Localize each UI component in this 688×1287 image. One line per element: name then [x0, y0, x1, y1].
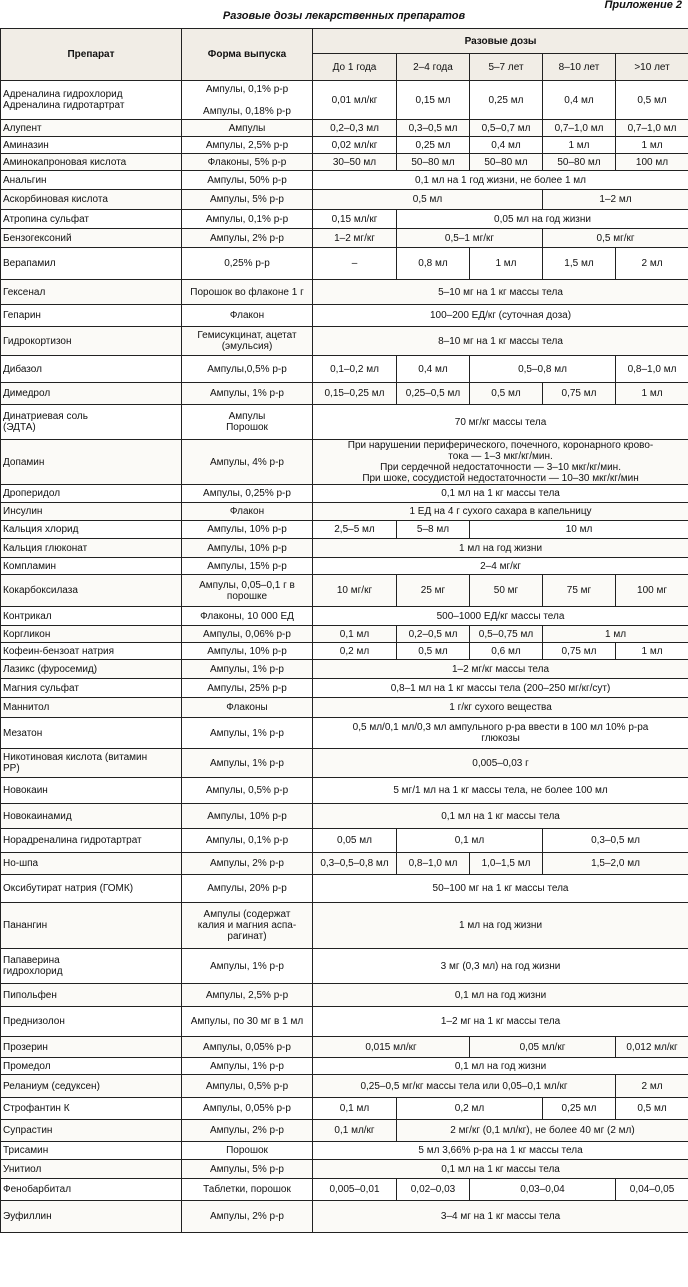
release-form-cell: Ампулы, 5% р-р [182, 190, 313, 210]
dose-cell: 10 мг/кг [313, 575, 397, 607]
drug-name-cell: Инсулин [1, 503, 182, 521]
table-row [1, 503, 688, 521]
drug-name-cell: Бензогексоний [1, 229, 182, 248]
dose-cell: 1–2 мг на 1 кг массы тела [313, 1007, 688, 1037]
dose-cell: 0,005–0,01 [313, 1179, 397, 1201]
dose-cell: 0,1 мл на 1 кг массы тела [313, 1160, 688, 1179]
release-form-cell: Ампулы, 1% р-р [182, 383, 313, 405]
drug-name-cell: Гепарин [1, 305, 182, 327]
header-form: Форма выпуска [182, 29, 313, 81]
table-row [1, 607, 688, 626]
dose-cell: 0,1 мл на 1 год жизни, не более 1 мл [313, 171, 688, 190]
dose-cell: 0,5 мл [470, 383, 543, 405]
release-form-cell: Ампулы, 2,5% р-р [182, 984, 313, 1007]
table-row [1, 210, 688, 229]
drug-name-cell: Промедол [1, 1058, 182, 1075]
table-row [1, 1142, 688, 1160]
table-body [1, 81, 688, 1233]
dose-cell: 0,2 мл [313, 643, 397, 660]
release-form-cell: Ампулы, 1% р-р [182, 749, 313, 778]
dose-cell: 0,2 мл [397, 1098, 543, 1120]
release-form-cell: Ампулы, 0,25% р-р [182, 485, 313, 503]
dose-cell: 0,4 мл [470, 137, 543, 154]
table-row [1, 229, 688, 248]
drug-name-cell: Алупент [1, 120, 182, 137]
release-form-cell: Ампулы, 25% р-р [182, 679, 313, 698]
drug-name-cell: Трисамин [1, 1142, 182, 1160]
drug-name-cell: Новокаинамид [1, 804, 182, 829]
dose-cell: 1–2 мл [543, 190, 688, 210]
release-form-cell: Ампулы, 0,05% р-р [182, 1037, 313, 1058]
dose-cell: 70 мг/кг массы тела [313, 405, 688, 440]
dose-cell: 1 мл [616, 643, 688, 660]
drug-name-cell: Кальция хлорид [1, 521, 182, 539]
drug-name-cell: Но-шпа [1, 853, 182, 875]
release-form-cell: Флакон [182, 305, 313, 327]
dose-cell: 50–80 мл [397, 154, 470, 171]
dose-cell: 50–80 мл [543, 154, 616, 171]
drug-name-cell: Дроперидол [1, 485, 182, 503]
release-form-cell: Ампулы, 15% р-р [182, 558, 313, 575]
table-row [1, 405, 688, 440]
dose-cell: 10 мл [470, 521, 688, 539]
release-form-cell: Ампулы (содержат калия и магния аспа- рагинат) [182, 903, 313, 949]
table-row [1, 575, 688, 607]
drug-name-cell: Димедрол [1, 383, 182, 405]
dose-cell: При нарушении периферического, почечного, коронарного крово- тока — 1–3 мкг/кг/мин. При сердечной недостаточности — 3–10 мкг/кг/мин. При шоке, сосудистой недостаточности — 10–30 мкг/кг/мин [313, 440, 688, 485]
dose-cell: 1–2 мг/кг [313, 229, 397, 248]
dose-cell: 0,1–0,2 мл [313, 356, 397, 383]
appendix-label: Приложение 2 [604, 0, 682, 11]
drug-name-cell: Унитиол [1, 1160, 182, 1179]
table-row [1, 829, 688, 853]
table-row [1, 1120, 688, 1142]
dose-cell: 0,02 мл/кг [313, 137, 397, 154]
release-form-cell: Ампулы, 0,05% р-р [182, 1098, 313, 1120]
release-form-cell: Ампулы, 2,5% р-р [182, 137, 313, 154]
dose-cell: 0,5–0,7 мл [470, 120, 543, 137]
dose-cell: 0,15–0,25 мл [313, 383, 397, 405]
dose-cell: 1 г/кг сухого вещества [313, 698, 688, 718]
table-row [1, 1160, 688, 1179]
dose-cell: 5–8 мл [397, 521, 470, 539]
drug-name-cell: Новокаин [1, 778, 182, 804]
dose-cell: 0,04–0,05 [616, 1179, 688, 1201]
header-doses: Разовые дозы [313, 29, 688, 54]
dose-cell: 0,05 мл на год жизни [397, 210, 688, 229]
drug-name-cell: Атропина сульфат [1, 210, 182, 229]
drug-name-cell: Прозерин [1, 1037, 182, 1058]
dose-cell: 50–80 мл [470, 154, 543, 171]
release-form-cell: Ампулы [182, 120, 313, 137]
dose-cell: 0,25 мл [543, 1098, 616, 1120]
dose-cell: 0,03–0,04 [470, 1179, 616, 1201]
drug-name-cell: Магния сульфат [1, 679, 182, 698]
dose-cell: 0,5 мл/0,1 мл/0,3 мл ампульного р-ра ввести в 100 мл 10% р-ра глюкозы [313, 718, 688, 749]
table-row [1, 137, 688, 154]
dose-cell: 1 мл [470, 248, 543, 280]
table-row [1, 903, 688, 949]
drug-name-cell: Коргликон [1, 626, 182, 643]
table-row [1, 853, 688, 875]
dose-cell: 1 ЕД на 4 г сухого сахара в капельницу [313, 503, 688, 521]
dose-cell: 1 мл [616, 137, 688, 154]
table-row [1, 521, 688, 539]
release-form-cell: Ампулы, 1% р-р [182, 1058, 313, 1075]
release-form-cell: Ампулы, 0,06% р-р [182, 626, 313, 643]
drug-name-cell: Кальция глюконат [1, 539, 182, 558]
table-row [1, 1007, 688, 1037]
drug-name-cell: Допамин [1, 440, 182, 485]
dose-cell: 2 мг/кг (0,1 мл/кг), не более 40 мг (2 мл) [397, 1120, 688, 1142]
table-row [1, 1037, 688, 1058]
drug-name-cell: Аминазин [1, 137, 182, 154]
table-row [1, 81, 688, 120]
dose-cell: 1,5 мл [543, 248, 616, 280]
release-form-cell: Ампулы, 10% р-р [182, 539, 313, 558]
release-form-cell: Ампулы, 20% р-р [182, 875, 313, 903]
table-row [1, 949, 688, 984]
dose-cell: 0,75 мл [543, 643, 616, 660]
release-form-cell: Ампулы, 0,1% р-р [182, 829, 313, 853]
dose-cell: 0,8 мл [397, 248, 470, 280]
drug-name-cell: Панангин [1, 903, 182, 949]
dose-cell: 0,3–0,5 мл [397, 120, 470, 137]
dose-cell: 0,1 мл на 1 кг массы тела [313, 485, 688, 503]
dose-cell: 0,25–0,5 мг/кг массы тела или 0,05–0,1 мл/кг [313, 1075, 616, 1098]
dose-cell: 0,4 мл [397, 356, 470, 383]
release-form-cell: Ампулы, 1% р-р [182, 660, 313, 679]
dose-cell: 0,3–0,5 мл [543, 829, 688, 853]
dose-cell: 0,4 мл [543, 81, 616, 120]
dose-cell: 50 мг [470, 575, 543, 607]
dose-cell: 0,25–0,5 мл [397, 383, 470, 405]
table-row [1, 383, 688, 405]
drug-name-cell: Мезатон [1, 718, 182, 749]
drug-name-cell: Лазикс (фуросемид) [1, 660, 182, 679]
drug-name-cell: Аминокапроновая кислота [1, 154, 182, 171]
dose-cell: 3–4 мг на 1 кг массы тела [313, 1201, 688, 1233]
drug-name-cell: Папаверина гидрохлорид [1, 949, 182, 984]
dose-cell: 0,02–0,03 [397, 1179, 470, 1201]
header-age: 2–4 года [397, 54, 470, 81]
dose-cell: 2 мл [616, 248, 688, 280]
table-row [1, 679, 688, 698]
drug-name-cell: Верапамил [1, 248, 182, 280]
drug-name-cell: Преднизолон [1, 1007, 182, 1037]
dose-cell: 3 мг (0,3 мл) на год жизни [313, 949, 688, 984]
table-row [1, 120, 688, 137]
dose-cell: 0,1 мл [397, 829, 543, 853]
dose-cell: 100–200 ЕД/кг (суточная доза) [313, 305, 688, 327]
dose-cell: 500–1000 ЕД/кг массы тела [313, 607, 688, 626]
drug-name-cell: Маннитол [1, 698, 182, 718]
release-form-cell: Ампулы, 50% р-р [182, 171, 313, 190]
drug-name-cell: Оксибутират натрия (ГОМК) [1, 875, 182, 903]
release-form-cell: Ампулы, 4% р-р [182, 440, 313, 485]
dose-cell: 50–100 мг на 1 кг массы тела [313, 875, 688, 903]
table-row [1, 356, 688, 383]
release-form-cell: Ампулы, 0,1% р-р Ампулы, 0,18% р-р [182, 81, 313, 120]
drug-name-cell: Супрастин [1, 1120, 182, 1142]
dose-cell: 1 мл [543, 137, 616, 154]
dose-cell: 0,5 мг/кг [543, 229, 688, 248]
table-row [1, 626, 688, 643]
table-row [1, 154, 688, 171]
table-row [1, 327, 688, 356]
header-age: До 1 года [313, 54, 397, 81]
drug-name-cell: Анальгин [1, 171, 182, 190]
table-row [1, 485, 688, 503]
dose-cell: 5–10 мг на 1 кг массы тела [313, 280, 688, 305]
release-form-cell: Таблетки, порошок [182, 1179, 313, 1201]
table-row [1, 1201, 688, 1233]
dose-cell: 2–4 мг/кг [313, 558, 688, 575]
dose-cell: 0,8–1,0 мл [397, 853, 470, 875]
drug-name-cell: Дибазол [1, 356, 182, 383]
drug-name-cell: Аскорбиновая кислота [1, 190, 182, 210]
drug-name-cell: Компламин [1, 558, 182, 575]
dose-cell: 1 мл [616, 383, 688, 405]
dose-cell: 1 мл на год жизни [313, 903, 688, 949]
dose-cell: 75 мг [543, 575, 616, 607]
header-age: 5–7 лет [470, 54, 543, 81]
release-form-cell: Порошок [182, 1142, 313, 1160]
table-row [1, 698, 688, 718]
table-row [1, 1179, 688, 1201]
release-form-cell: Ампулы, 2% р-р [182, 229, 313, 248]
table-row [1, 1058, 688, 1075]
dose-cell: 0,6 мл [470, 643, 543, 660]
table-row [1, 875, 688, 903]
table-row [1, 248, 688, 280]
drug-name-cell: Никотиновая кислота (витамин РР) [1, 749, 182, 778]
dose-cell: 1–2 мг/кг массы тела [313, 660, 688, 679]
release-form-cell: Ампулы, 5% р-р [182, 1160, 313, 1179]
release-form-cell: Флаконы, 5% р-р [182, 154, 313, 171]
dose-cell: 0,015 мл/кг [313, 1037, 470, 1058]
drug-name-cell: Гидрокортизон [1, 327, 182, 356]
release-form-cell: Ампулы, 2% р-р [182, 853, 313, 875]
release-form-cell: Ампулы,0,5% р-р [182, 356, 313, 383]
release-form-cell: Ампулы Порошок [182, 405, 313, 440]
table-row [1, 190, 688, 210]
dose-cell: 0,8–1,0 мл [616, 356, 688, 383]
dose-cell: 1,5–2,0 мл [543, 853, 688, 875]
dose-cell: 0,05 мл [313, 829, 397, 853]
dose-cell: 0,1 мл на год жизни [313, 984, 688, 1007]
drug-name-cell: Адреналина гидрохлорид Адреналина гидротартрат [1, 81, 182, 120]
table-row [1, 984, 688, 1007]
table-row [1, 749, 688, 778]
table-row [1, 280, 688, 305]
release-form-cell: Ампулы, 1% р-р [182, 718, 313, 749]
table-row [1, 643, 688, 660]
dose-cell: 8–10 мг на 1 кг массы тела [313, 327, 688, 356]
drug-name-cell: Кофеин-бензоат натрия [1, 643, 182, 660]
table-row [1, 1098, 688, 1120]
dose-cell: 0,2–0,3 мл [313, 120, 397, 137]
dose-cell: 0,2–0,5 мл [397, 626, 470, 643]
header-drug: Препарат [1, 29, 182, 81]
drug-name-cell: Фенобарбитал [1, 1179, 182, 1201]
release-form-cell: Ампулы, 0,5% р-р [182, 1075, 313, 1098]
dose-cell: 0,5–0,75 мл [470, 626, 543, 643]
table-row [1, 539, 688, 558]
dose-cell: 0,15 мл/кг [313, 210, 397, 229]
dose-cell: 0,5–1 мг/кг [397, 229, 543, 248]
release-form-cell: Флаконы [182, 698, 313, 718]
dose-cell: 1 мл на год жизни [313, 539, 688, 558]
drug-name-cell: Кокарбоксилаза [1, 575, 182, 607]
dose-cell: 0,012 мл/кг [616, 1037, 688, 1058]
dose-cell: 0,25 мл [397, 137, 470, 154]
dose-cell: 0,25 мл [470, 81, 543, 120]
release-form-cell: Ампулы, 1% р-р [182, 949, 313, 984]
dose-cell: 5 мг/1 мл на 1 кг массы тела, не более 100 мл [313, 778, 688, 804]
dose-cell: 1 мл [543, 626, 688, 643]
drug-name-cell: Гексенал [1, 280, 182, 305]
release-form-cell: 0,25% р-р [182, 248, 313, 280]
release-form-cell: Гемисукцинат, ацетат (эмульсия) [182, 327, 313, 356]
header-age: >10 лет [616, 54, 688, 81]
dose-cell: 0,5 мл [616, 81, 688, 120]
header-age: 8–10 лет [543, 54, 616, 81]
table-row [1, 171, 688, 190]
dose-cell: 2,5–5 мл [313, 521, 397, 539]
dose-cell: 1,0–1,5 мл [470, 853, 543, 875]
release-form-cell: Порошок во флаконе 1 г [182, 280, 313, 305]
dose-cell: 0,15 мл [397, 81, 470, 120]
table-row [1, 558, 688, 575]
drug-name-cell: Норадреналина гидротартрат [1, 829, 182, 853]
dose-cell: 0,5 мл [616, 1098, 688, 1120]
table-row [1, 778, 688, 804]
dose-cell: 0,1 мл/кг [313, 1120, 397, 1142]
drug-name-cell: Эуфиллин [1, 1201, 182, 1233]
dosage-table [0, 28, 688, 1233]
dose-cell: 0,3–0,5–0,8 мл [313, 853, 397, 875]
dose-cell: 0,005–0,03 г [313, 749, 688, 778]
dose-cell: 30–50 мл [313, 154, 397, 171]
dose-cell: 0,1 мл на 1 кг массы тела [313, 804, 688, 829]
drug-name-cell: Динатриевая соль (ЭДТА) [1, 405, 182, 440]
dose-cell: 0,01 мл/кг [313, 81, 397, 120]
drug-name-cell: Пипольфен [1, 984, 182, 1007]
dose-cell: 25 мг [397, 575, 470, 607]
dose-cell: 0,7–1,0 мл [543, 120, 616, 137]
dose-cell: 0,05 мл/кг [470, 1037, 616, 1058]
dose-cell: – [313, 248, 397, 280]
table-row [1, 660, 688, 679]
release-form-cell: Ампулы, 0,05–0,1 г в порошке [182, 575, 313, 607]
dose-cell: 0,1 мл [313, 626, 397, 643]
release-form-cell: Флакон [182, 503, 313, 521]
dose-cell: 0,5–0,8 мл [470, 356, 616, 383]
release-form-cell: Ампулы, 2% р-р [182, 1201, 313, 1233]
drug-name-cell: Контрикал [1, 607, 182, 626]
release-form-cell: Ампулы, по 30 мг в 1 мл [182, 1007, 313, 1037]
dose-cell: 0,1 мл [313, 1098, 397, 1120]
release-form-cell: Ампулы, 10% р-р [182, 643, 313, 660]
dose-cell: 0,5 мл [397, 643, 470, 660]
dose-cell: 100 мг [616, 575, 688, 607]
release-form-cell: Ампулы, 0,1% р-р [182, 210, 313, 229]
dose-cell: 5 мл 3,66% р-ра на 1 кг массы тела [313, 1142, 688, 1160]
release-form-cell: Ампулы, 2% р-р [182, 1120, 313, 1142]
table-row [1, 305, 688, 327]
drug-name-cell: Строфантин К [1, 1098, 182, 1120]
table-row [1, 1075, 688, 1098]
release-form-cell: Ампулы, 10% р-р [182, 521, 313, 539]
dose-cell: 0,7–1,0 мл [616, 120, 688, 137]
release-form-cell: Ампулы, 0,5% р-р [182, 778, 313, 804]
release-form-cell: Флаконы, 10 000 ЕД [182, 607, 313, 626]
dose-cell: 0,8–1 мл на 1 кг массы тела (200–250 мг/кг/сут) [313, 679, 688, 698]
dose-cell: 0,5 мл [313, 190, 543, 210]
drug-name-cell: Реланиум (седуксен) [1, 1075, 182, 1098]
dose-cell: 100 мл [616, 154, 688, 171]
table-row [1, 804, 688, 829]
table-row [1, 718, 688, 749]
dose-cell: 0,1 мл на год жизни [313, 1058, 688, 1075]
dose-cell: 2 мл [616, 1075, 688, 1098]
table-caption: Разовые дозы лекарственных препаратов [222, 10, 466, 22]
release-form-cell: Ампулы, 10% р-р [182, 804, 313, 829]
table-row [1, 440, 688, 485]
dose-cell: 0,75 мл [543, 383, 616, 405]
